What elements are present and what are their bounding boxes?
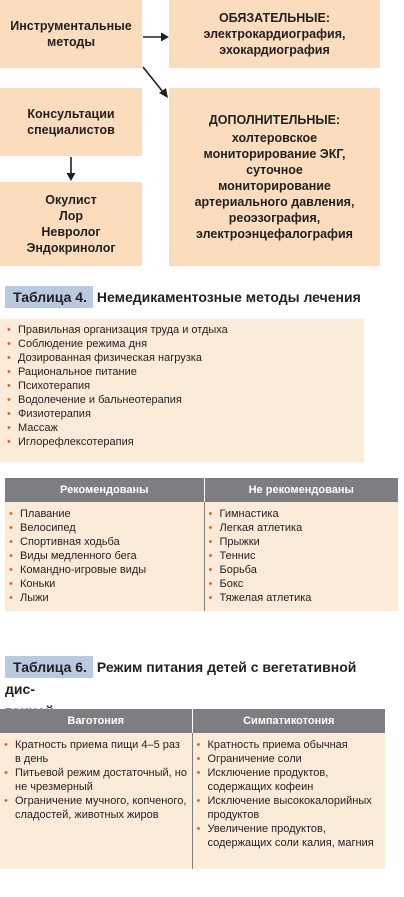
table6-col2-header: Симпатикотония: [192, 709, 385, 733]
list-item: • Тяжелая атлетика: [208, 591, 395, 605]
list-item: • Физиотерапия: [6, 407, 358, 421]
list-item: • Рациональное питание: [6, 365, 358, 379]
box-line: ДОПОЛНИТЕЛЬНЫЕ:: [208, 113, 341, 127]
box-line: эхокардиография: [219, 43, 330, 57]
box-line: реоэзография,: [228, 211, 321, 225]
box-line: Окулист: [45, 193, 97, 207]
list-item: • Дозированная физическая нагрузка: [6, 351, 358, 365]
box-line: Невролог: [41, 225, 101, 239]
list-item: • Иглорефлексотерапия: [6, 435, 358, 449]
box-line: ОБЯЗАТЕЛЬНЫЕ:: [218, 11, 331, 25]
table4-heading: [5, 289, 361, 305]
box-line: Лор: [58, 209, 84, 223]
list-item: • Спортивная ходьба: [8, 535, 200, 549]
box-line: Консультации: [27, 107, 115, 121]
list-item: • Водолечение и бальнеотерапия: [6, 393, 358, 407]
arrow-diagonal-icon: [142, 66, 170, 100]
table6-number: Таблица 6.: [5, 656, 93, 678]
box-line: Инструментальные: [10, 19, 132, 33]
box-line: холтеровское: [231, 131, 318, 145]
table6-title-line1: Режим питания детей с вегетативной дис-: [5, 659, 357, 697]
box-line: Эндокринолог: [26, 241, 116, 255]
list-item: • Массаж: [6, 421, 358, 435]
list-item: • Коньки: [8, 577, 200, 591]
list-item: • Правильная организация труда и отдыха: [6, 323, 358, 337]
table6-col1-header: Ваготония: [0, 709, 192, 733]
table4-not-recommended-cell: [204, 502, 398, 611]
arrow-right-icon: [142, 30, 170, 44]
list-item: • Легкая атлетика: [208, 521, 395, 535]
box-line: мониторирование ЭКГ,: [203, 147, 346, 161]
list-item: • Командно-игровые виды: [8, 563, 200, 577]
box-line: суточное: [246, 163, 303, 177]
list-item: • Плавание: [8, 507, 200, 521]
list-item: • Виды медленного бега: [8, 549, 200, 563]
box-line: электрокардиография,: [203, 27, 346, 41]
table6-sympathicotonia-cell: [192, 733, 385, 869]
box-line: методы: [46, 35, 96, 49]
additional-box: [169, 88, 380, 266]
consultations-box: [0, 88, 142, 156]
list-item: • Психотерапия: [6, 379, 358, 393]
list-item: • Бокс: [208, 577, 395, 591]
list-item: • Исключение высококалорийных продуктов: [196, 794, 382, 822]
table4-col1-header: Рекомендованы: [5, 478, 204, 502]
specialists-box: [0, 182, 142, 266]
list-item: • Велосипед: [8, 521, 200, 535]
list-item: • Борьба: [208, 563, 395, 577]
table6-vagotonia-cell: [0, 733, 192, 869]
instrumental-methods-box: [0, 0, 142, 68]
table4-recommended-cell: [5, 502, 204, 611]
arrow-down-icon: [64, 156, 78, 182]
list-item: • Питьевой режим достаточный, но не чрезмерный: [3, 766, 188, 794]
list-item: • Соблюдение режима дня: [6, 337, 358, 351]
list-item: • Исключение продуктов, содержащих кофеин: [196, 766, 382, 794]
table4-number: Таблица 4.: [5, 286, 93, 308]
list-item: • Гимнастика: [208, 507, 395, 521]
table4-title: Немедикаментозные методы лечения: [96, 289, 361, 305]
list-item: • Прыжки: [208, 535, 395, 549]
box-line: специалистов: [27, 123, 115, 137]
table4-methods-list: [0, 319, 364, 462]
table4-col2-header: Не рекомендованы: [204, 478, 398, 502]
box-line: артериального давления,: [194, 195, 355, 209]
box-line: электроэнцефалография: [196, 227, 353, 241]
table4-sports-table: [5, 478, 398, 611]
list-item: • Кратность приема обычная: [196, 738, 382, 752]
list-item: • Увеличение продуктов, содержащих соли калия, магния: [196, 822, 382, 850]
table6-diet-table: [0, 709, 385, 869]
list-item: • Теннис: [208, 549, 395, 563]
list-item: • Лыжи: [8, 591, 200, 605]
list-item: • Кратность приема пищи 4–5 раз в день: [3, 738, 188, 766]
list-item: • Ограничение соли: [196, 752, 382, 766]
box-line: мониторирование: [218, 179, 331, 193]
mandatory-box: [169, 0, 380, 68]
list-item: • Ограничение мучного, копченого, сладостей, животных жиров: [3, 794, 188, 822]
